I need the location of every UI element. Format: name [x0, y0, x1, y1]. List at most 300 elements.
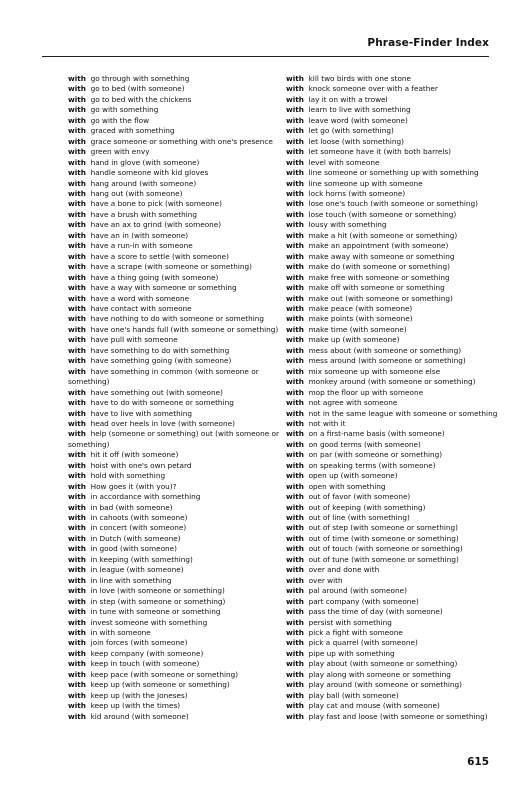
- index-keyword: with: [68, 418, 86, 428]
- index-entry: [68, 565, 300, 575]
- index-keyword: with: [68, 513, 86, 523]
- index-keyword: with: [286, 126, 304, 136]
- index-phrase: play about (with someone or something): [308, 659, 458, 669]
- index-keyword: with: [68, 648, 86, 658]
- index-entry: [286, 304, 518, 314]
- index-keyword: with: [68, 596, 86, 606]
- index-entry: [286, 409, 518, 419]
- index-phrase: mix someone up with someone else: [308, 366, 441, 376]
- index-keyword: with: [68, 147, 86, 157]
- index-keyword: with: [286, 387, 304, 397]
- index-entry: [286, 314, 518, 324]
- index-keyword: with: [68, 481, 86, 491]
- index-keyword: with: [286, 690, 304, 700]
- index-keyword: with: [286, 199, 304, 209]
- index-entry: [286, 377, 518, 387]
- index-phrase: make do (with someone or something): [308, 262, 451, 272]
- index-keyword: with: [68, 523, 86, 533]
- index-keyword: with: [286, 492, 304, 502]
- index-entry: [68, 262, 300, 272]
- index-phrase: go to bed with the chickens: [90, 94, 192, 104]
- index-phrase: keep up (with the times): [90, 701, 181, 711]
- index-entry: [286, 419, 518, 429]
- index-phrase: in league (with someone): [90, 565, 184, 575]
- index-entry: [68, 210, 300, 220]
- index-entry: [286, 565, 518, 575]
- index-phrase: monkey around (with someone or something): [308, 377, 476, 387]
- index-keyword: with: [286, 241, 304, 251]
- index-phrase: green with envy: [90, 147, 150, 157]
- index-keyword: with: [286, 596, 304, 606]
- index-keyword: with: [286, 481, 304, 491]
- index-entry: [68, 294, 300, 304]
- index-phrase: have a bone to pick (with someone): [90, 199, 222, 209]
- index-phrase: on good terms (with someone): [308, 439, 421, 449]
- index-entry: [286, 283, 518, 293]
- index-keyword: with: [286, 136, 304, 146]
- index-entry: [286, 168, 518, 178]
- index-phrase: have an ax to grind (with someone): [90, 220, 222, 230]
- index-keyword: with: [286, 607, 304, 617]
- index-phrase: join forces (with someone): [90, 638, 188, 648]
- index-phrase: have a run-in with someone: [90, 241, 193, 251]
- index-entry: [286, 523, 518, 533]
- index-keyword: with: [68, 659, 86, 669]
- index-entry: [286, 440, 518, 450]
- index-phrase: knock someone over with a feather: [308, 84, 438, 94]
- index-keyword: with: [286, 544, 304, 554]
- index-phrase: open with something: [308, 481, 386, 491]
- index-phrase: play fast and loose (with someone or something): [308, 711, 488, 721]
- index-entry: [286, 210, 518, 220]
- index-keyword: with: [68, 335, 86, 345]
- index-keyword: with: [286, 366, 304, 376]
- index-entry: [68, 638, 300, 648]
- index-keyword: with: [286, 220, 304, 230]
- index-keyword: with: [286, 178, 304, 188]
- index-entry: [286, 116, 518, 126]
- index-phrase: in Dutch (with someone): [90, 533, 181, 543]
- index-entry: [68, 314, 300, 324]
- index-keyword: with: [68, 460, 86, 470]
- index-phrase: in concert (with someone): [90, 523, 187, 533]
- index-entry: [286, 659, 518, 669]
- index-phrase: make a hit (with someone or something): [308, 230, 458, 240]
- index-phrase: have one's hands full (with someone or something): [90, 324, 279, 334]
- index-entry: [68, 105, 300, 115]
- index-entry: [68, 346, 300, 356]
- index-phrase: make time (with someone): [308, 324, 407, 334]
- index-entry: [68, 597, 300, 607]
- index-keyword: with: [68, 188, 86, 198]
- index-keyword: with: [286, 84, 304, 94]
- index-entry: [68, 304, 300, 314]
- index-entry: [68, 450, 300, 460]
- index-phrase: kill two birds with one stone: [308, 74, 412, 83]
- index-keyword: with: [68, 157, 86, 167]
- index-keyword: with: [286, 669, 304, 679]
- index-keyword: with: [286, 272, 304, 282]
- index-entry: [68, 179, 300, 189]
- index-phrase: on a first-name basis (with someone): [308, 429, 445, 439]
- index-phrase: have a scrape (with someone or something): [90, 262, 252, 272]
- index-phrase: persist with something: [308, 617, 392, 627]
- index-keyword: with: [68, 617, 86, 627]
- index-keyword: with: [68, 94, 86, 104]
- index-entry: [68, 419, 300, 429]
- index-entry: [286, 147, 518, 157]
- index-keyword: with: [68, 178, 86, 188]
- index-keyword: with: [68, 429, 86, 439]
- index-phrase: have something to do with something: [90, 345, 230, 355]
- index-entry: [68, 189, 300, 199]
- index-keyword: with: [286, 638, 304, 648]
- index-phrase: lose touch (with someone or something): [308, 209, 457, 219]
- index-keyword: with: [286, 429, 304, 439]
- index-phrase: How goes it (with you)?: [90, 481, 177, 491]
- index-entry: [286, 482, 518, 492]
- index-keyword: with: [286, 105, 304, 115]
- index-keyword: with: [68, 272, 86, 282]
- index-keyword: with: [68, 533, 86, 543]
- index-column-right: [286, 74, 518, 722]
- index-entry: [286, 607, 518, 617]
- index-keyword: with: [68, 230, 86, 240]
- index-phrase: pal around (with someone): [308, 586, 407, 596]
- index-entry: [286, 450, 518, 460]
- index-phrase: lock horns (with someone): [308, 188, 406, 198]
- index-entry: [68, 168, 300, 178]
- index-keyword: with: [286, 157, 304, 167]
- index-keyword: with: [286, 188, 304, 198]
- index-keyword: with: [286, 94, 304, 104]
- running-header: Phrase-Finder Index: [367, 37, 489, 49]
- index-entry: [68, 576, 300, 586]
- index-entry: [286, 158, 518, 168]
- index-keyword: with: [286, 575, 304, 585]
- index-keyword: with: [286, 324, 304, 334]
- index-keyword: with: [286, 439, 304, 449]
- index-phrase: line someone up with someone: [308, 178, 423, 188]
- index-phrase: hoist with one's own petard: [90, 460, 192, 470]
- index-phrase: have something out (with someone): [90, 387, 223, 397]
- index-phrase: hand in glove (with someone): [90, 157, 200, 167]
- index-phrase: go with something: [90, 105, 159, 115]
- index-entry: [68, 231, 300, 241]
- index-phrase: lay it on with a trowel: [308, 94, 388, 104]
- index-phrase: in cahoots (with someone): [90, 513, 188, 523]
- index-entry: [68, 126, 300, 136]
- index-keyword: with: [68, 387, 86, 397]
- index-phrase: on par (with someone or something): [308, 450, 443, 460]
- index-keyword: with: [286, 711, 304, 721]
- index-entry: [68, 367, 300, 388]
- index-keyword: with: [68, 283, 86, 293]
- index-phrase: over with: [308, 575, 343, 585]
- index-entry: [68, 513, 300, 523]
- index-entry: [68, 691, 300, 701]
- index-phrase: out of tune (with someone or something): [308, 554, 459, 564]
- index-phrase: let go (with something): [308, 126, 394, 136]
- index-phrase: over and done with: [308, 565, 380, 575]
- index-keyword: with: [68, 680, 86, 690]
- index-keyword: with: [286, 659, 304, 669]
- index-phrase: have contact with someone: [90, 303, 192, 313]
- index-entry: [286, 513, 518, 523]
- index-phrase: not in the same league with someone or something: [308, 408, 498, 418]
- index-keyword: with: [286, 680, 304, 690]
- index-entry: [286, 649, 518, 659]
- index-entry: [286, 95, 518, 105]
- index-phrase: out of line (with something): [308, 513, 410, 523]
- index-keyword: with: [68, 345, 86, 355]
- index-keyword: with: [286, 398, 304, 408]
- index-phrase: have a thing going (with someone): [90, 272, 219, 282]
- index-phrase: hang around (with someone): [90, 178, 197, 188]
- index-phrase: have something going (with someone): [90, 356, 232, 366]
- index-phrase: in bad (with someone): [90, 502, 173, 512]
- index-keyword: with: [286, 230, 304, 240]
- index-entry: [68, 628, 300, 638]
- index-phrase: on speaking terms (with someone): [308, 460, 436, 470]
- index-entry: [286, 429, 518, 439]
- index-entry: [286, 294, 518, 304]
- index-keyword: with: [286, 377, 304, 387]
- index-entry: [286, 576, 518, 586]
- index-phrase: kid around (with someone): [90, 711, 189, 721]
- index-keyword: with: [286, 293, 304, 303]
- index-keyword: with: [286, 513, 304, 523]
- index-entry: [68, 670, 300, 680]
- index-entry: [68, 95, 300, 105]
- index-phrase: in step (with someone or something): [90, 596, 226, 606]
- index-keyword: with: [68, 241, 86, 251]
- index-phrase: keep in touch (with someone): [90, 659, 200, 669]
- index-entry: [68, 116, 300, 126]
- index-phrase: hit it off (with someone): [90, 450, 179, 460]
- index-entry: [286, 273, 518, 283]
- index-keyword: with: [68, 105, 86, 115]
- index-phrase: play cat and mouse (with someone): [308, 701, 440, 711]
- index-keyword: with: [68, 565, 86, 575]
- index-phrase: pass the time of day (with someone): [308, 607, 443, 617]
- index-keyword: with: [286, 418, 304, 428]
- index-keyword: with: [68, 492, 86, 502]
- index-keyword: with: [286, 262, 304, 272]
- index-entry: [286, 388, 518, 398]
- index-keyword: with: [68, 168, 86, 178]
- index-entry: [68, 649, 300, 659]
- index-entry: [286, 712, 518, 722]
- index-entry: [286, 670, 518, 680]
- index-phrase: have nothing to do with someone or something: [90, 314, 265, 324]
- index-entry: [286, 105, 518, 115]
- index-entry: [286, 701, 518, 711]
- index-phrase: play around (with someone or something): [308, 680, 462, 690]
- index-keyword: with: [286, 283, 304, 293]
- index-keyword: with: [68, 262, 86, 272]
- index-phrase: make off with someone or something: [308, 283, 445, 293]
- index-phrase: head over heels in love (with someone): [90, 418, 235, 428]
- index-phrase: let someone have it (with both barrels): [308, 147, 451, 157]
- index-entry: [68, 503, 300, 513]
- index-phrase: go through with something: [90, 74, 190, 83]
- index-keyword: with: [68, 586, 86, 596]
- index-phrase: out of step (with someone or something): [308, 523, 458, 533]
- index-phrase: go to bed (with someone): [90, 84, 185, 94]
- index-entry: [68, 659, 300, 669]
- index-entry: [68, 680, 300, 690]
- index-entry: [286, 179, 518, 189]
- index-entry: [68, 398, 300, 408]
- index-phrase: have a brush with something: [90, 209, 198, 219]
- index-keyword: with: [68, 366, 86, 376]
- index-entry: [68, 158, 300, 168]
- index-phrase: have a word with someone: [90, 293, 190, 303]
- index-phrase: line someone or something up with something: [308, 168, 479, 178]
- index-phrase: make up (with someone): [308, 335, 400, 345]
- index-phrase: invest someone with something: [90, 617, 208, 627]
- index-keyword: with: [286, 356, 304, 366]
- index-keyword: with: [286, 460, 304, 470]
- index-keyword: with: [286, 471, 304, 481]
- index-entry: [286, 471, 518, 481]
- index-keyword: with: [68, 607, 86, 617]
- index-keyword: with: [68, 324, 86, 334]
- index-phrase: in keeping (with something): [90, 554, 193, 564]
- index-entry: [286, 597, 518, 607]
- index-phrase: play along with someone or something: [308, 669, 451, 679]
- index-entry: [286, 638, 518, 648]
- index-phrase: have a way with someone or something: [90, 283, 237, 293]
- index-entry: [286, 199, 518, 209]
- index-entry: [286, 534, 518, 544]
- index-keyword: with: [286, 648, 304, 658]
- index-phrase: not with it: [308, 418, 346, 428]
- index-keyword: with: [68, 209, 86, 219]
- index-keyword: with: [68, 544, 86, 554]
- header-rule: [42, 56, 489, 57]
- index-keyword: with: [68, 701, 86, 711]
- index-phrase: learn to live with something: [308, 105, 411, 115]
- index-keyword: with: [286, 408, 304, 418]
- index-entry: [286, 231, 518, 241]
- index-phrase: leave word (with someone): [308, 115, 408, 125]
- index-entry: [68, 252, 300, 262]
- index-keyword: with: [68, 638, 86, 648]
- index-phrase: mess about (with someone or something): [308, 345, 462, 355]
- index-entry: [286, 680, 518, 690]
- index-entry: [286, 220, 518, 230]
- index-keyword: with: [68, 408, 86, 418]
- index-entry: [68, 544, 300, 554]
- index-keyword: with: [286, 168, 304, 178]
- index-entry: [286, 618, 518, 628]
- index-keyword: with: [286, 701, 304, 711]
- index-entry: [68, 701, 300, 711]
- index-phrase: let loose (with something): [308, 136, 404, 146]
- index-keyword: with: [286, 502, 304, 512]
- index-phrase: have pull with someone: [90, 335, 178, 345]
- index-phrase: go with the flow: [90, 115, 150, 125]
- index-phrase: hang out (with someone): [90, 188, 183, 198]
- index-entry: [68, 325, 300, 335]
- index-keyword: with: [286, 314, 304, 324]
- index-phrase: out of favor (with someone): [308, 492, 411, 502]
- index-entry: [68, 74, 300, 84]
- index-entry: [286, 189, 518, 199]
- index-entry: [286, 262, 518, 272]
- index-entry: [68, 388, 300, 398]
- index-phrase: pipe up with something: [308, 648, 395, 658]
- index-keyword: with: [286, 335, 304, 345]
- index-entry: [68, 273, 300, 283]
- index-keyword: with: [286, 209, 304, 219]
- index-entry: [286, 691, 518, 701]
- index-phrase: make free with someone or something: [308, 272, 450, 282]
- index-phrase: graced with something: [90, 126, 175, 136]
- index-entry: [68, 534, 300, 544]
- index-phrase: in line with something: [90, 575, 172, 585]
- index-phrase: make points (with someone): [308, 314, 413, 324]
- index-phrase: have to do with someone or something: [90, 398, 234, 408]
- index-entry: [286, 492, 518, 502]
- index-phrase: mess around (with someone or something): [308, 356, 466, 366]
- index-phrase: keep company (with someone): [90, 648, 204, 658]
- index-phrase: have an in (with someone): [90, 230, 189, 240]
- index-entry: [68, 84, 300, 94]
- index-keyword: with: [286, 617, 304, 627]
- index-entry: [286, 367, 518, 377]
- index-entry: [68, 220, 300, 230]
- index-phrase: out of time (with someone or something): [308, 533, 459, 543]
- index-entry: [286, 74, 518, 84]
- index-column-left: [68, 74, 300, 722]
- index-phrase: in tune with someone or something: [90, 607, 221, 617]
- index-entry: [68, 471, 300, 481]
- index-keyword: with: [286, 74, 304, 83]
- index-keyword: with: [68, 690, 86, 700]
- index-phrase: have to live with something: [90, 408, 193, 418]
- index-keyword: with: [286, 251, 304, 261]
- index-phrase: in good (with someone): [90, 544, 177, 554]
- index-phrase: help (someone or something) out (with someone or something): [68, 429, 280, 449]
- index-keyword: with: [286, 303, 304, 313]
- index-entry: [286, 356, 518, 366]
- index-phrase: keep up (with someone or something): [90, 680, 230, 690]
- index-keyword: with: [68, 115, 86, 125]
- index-keyword: with: [286, 345, 304, 355]
- index-keyword: with: [68, 502, 86, 512]
- index-keyword: with: [286, 533, 304, 543]
- index-phrase: have something in common (with someone or something): [68, 366, 259, 387]
- index-phrase: pick a quarrel (with someone): [308, 638, 418, 648]
- index-keyword: with: [286, 554, 304, 564]
- index-phrase: lousy with something: [308, 220, 387, 230]
- index-phrase: grace someone or something with one's presence: [90, 136, 273, 146]
- index-phrase: in love (with someone or something): [90, 586, 225, 596]
- index-entry: [286, 325, 518, 335]
- index-keyword: with: [68, 303, 86, 313]
- index-entry: [68, 147, 300, 157]
- index-phrase: open up (with someone): [308, 471, 398, 481]
- index-phrase: play ball (with someone): [308, 690, 399, 700]
- index-entry: [68, 523, 300, 533]
- index-entry: [68, 241, 300, 251]
- index-entry: [286, 398, 518, 408]
- index-entry: [68, 618, 300, 628]
- index-keyword: with: [286, 450, 304, 460]
